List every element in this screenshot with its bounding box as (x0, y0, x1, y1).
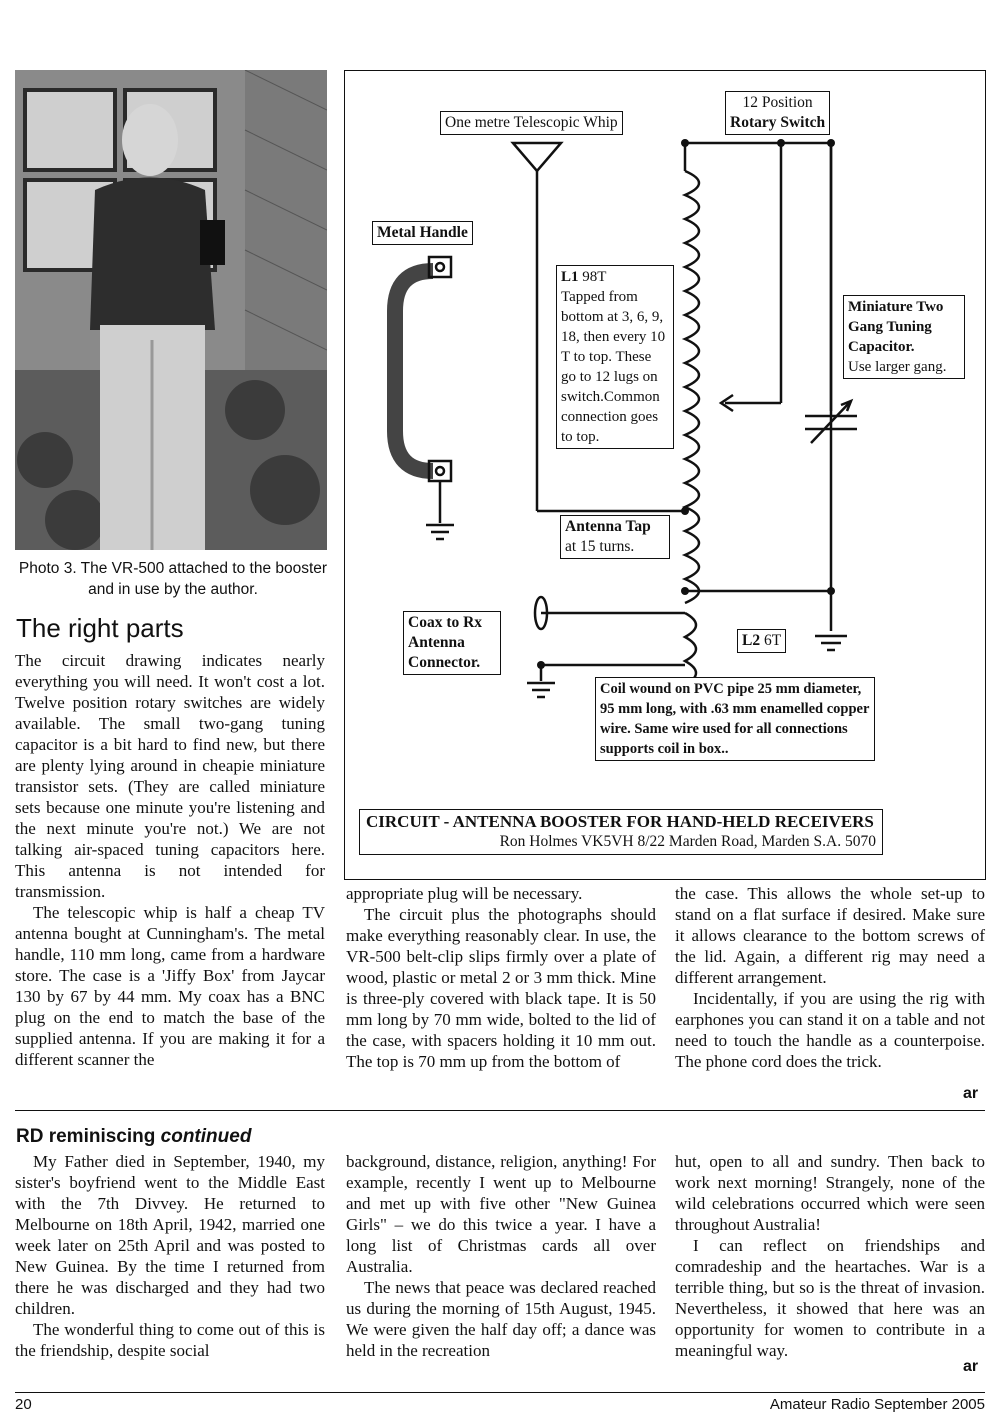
section-heading: The right parts (16, 613, 184, 643)
author-photo (15, 70, 327, 550)
paragraph: The telescopic whip is half a cheap TV antenna bought at Cunningham's. The metal handle, 110 mm long, came from a hardware store. The case is a 'Jiffy Box' from Jaycar 130 by 67 by 44 mm. My coax has a BNC plug on the end to match the base of the supplied antenna. If you are making it for a different scanner the (15, 903, 325, 1069)
end-mark: ar (963, 1358, 979, 1375)
metal-handle-label: Metal Handle (372, 221, 473, 245)
paragraph: The news that peace was declared reached us during the morning of 15th August, 1945. We were given the half day off; a dance was held in the recreation (346, 1278, 656, 1360)
paragraph: the case. This allows the whole set-up to stand on a flat surface if desired. Make sure it allows clearance to the bottom screws of the lid. Again, a different rig may need a different arrangement. (675, 884, 985, 987)
article-column-3 (675, 883, 985, 1072)
paragraph: background, distance, religion, anything! For example, recently I went up to Melbourne and met up with five other "New Guinea Girls" – we do this twice a year. I have a long list of Christmas cards all over Australia. (346, 1152, 656, 1276)
paragraph: I can reflect on friendships and comradeship and the heartaches. War is a terrible thing, but so is the threat of invasion. Nevertheless, it showed that here was an opportunity for women to contribute in a meaningful way. (675, 1236, 985, 1360)
paragraph: The wonderful thing to come out of this is the friendship, despite social (15, 1320, 325, 1360)
whip-label: One metre Telescopic Whip (440, 111, 623, 135)
coil-note: Coil wound on PVC pipe 25 mm diameter, 95 mm long, with .63 mm enamelled copper wire. Same wire used for all connections supports coil in box.. (595, 677, 875, 761)
circuit-diagram (344, 70, 986, 880)
section-2-column-1 (15, 1151, 325, 1361)
paragraph: hut, open to all and sundry. Then back to work next morning! Strangely, none of the wild celebrations occurred which were seen throughout Australia! (675, 1152, 985, 1234)
magazine-footer: Amateur Radio September 2005 (769, 1396, 985, 1413)
rotary-switch-label: 12 Position Rotary Switch (725, 91, 830, 135)
capacitor-label: Miniature Two Gang Tuning Capacitor. Use larger gang. (843, 295, 965, 379)
article-column-2 (346, 883, 656, 1072)
article-column-1 (15, 650, 325, 1070)
paragraph: The circuit drawing indicates nearly everything you will need. It won't cost a lot. Twelve position rotary switches are widely available. The small two-gang tuning capacitor is a bit hard to find new, but there are plenty lying around in cheapie miniature transistor sets. (They are called miniature sets because one minute you're listening and the next minute you're not.) We are not talking air-spaced tuning capacitors here. This antenna is not intended for transmission. (15, 651, 325, 901)
footer-rule (15, 1392, 985, 1393)
section-2-column-3 (675, 1151, 985, 1361)
paragraph: appropriate plug will be necessary. (346, 884, 583, 903)
page-number: 20 (15, 1396, 32, 1413)
section-2-heading: RD reminiscing continued (16, 1126, 252, 1147)
l1-label: L1 98T Tapped from bottom at 3, 6, 9, 18, then every 10 T to top. These go to 12 lugs on switch.Common connection goes to top. (556, 265, 674, 449)
diagram-title-box: CIRCUIT - ANTENNA BOOSTER FOR HAND-HELD RECEIVERS Ron Holmes VK5VH 8/22 Marden Road, Marden S.A. 5070 (359, 809, 883, 855)
paragraph: My Father died in September, 1940, my sister's boyfriend went to the Middle East with the 7th Divvey. He returned to Melbourne on 18th April, 1942, married one week later on 25th April and was posted to New Guinea. By the time I returned from there he was discharged and they had two children. (15, 1152, 325, 1318)
l2-label: L2 6T (737, 629, 786, 653)
antenna-tap-label: Antenna Tap at 15 turns. (560, 515, 670, 559)
end-mark: ar (963, 1085, 979, 1102)
photo-caption: Photo 3. The VR-500 attached to the booster and in use by the author. (18, 560, 328, 598)
paragraph: The circuit plus the photographs should make everything reasonably clear. In use, the VR-500 belt-clip slips firmly over a plate of wood, plastic or metal 2 or 3 mm thick. Mine is three-ply covered with black tape. It is 50 mm long by 70 mm wide, bolted to the lid of the case, with spacers holding it 10 mm out. The top is 70 mm up from the bottom of (346, 905, 656, 1071)
paragraph: Incidentally, if you are using the rig with earphones you can stand it on a table and not need to touch the handle as a counterpoise. The phone cord does the trick. (675, 989, 985, 1071)
section-divider (15, 1110, 985, 1111)
coax-label: Coax to Rx Antenna Connector. (403, 611, 501, 675)
section-2-column-2 (346, 1151, 656, 1361)
